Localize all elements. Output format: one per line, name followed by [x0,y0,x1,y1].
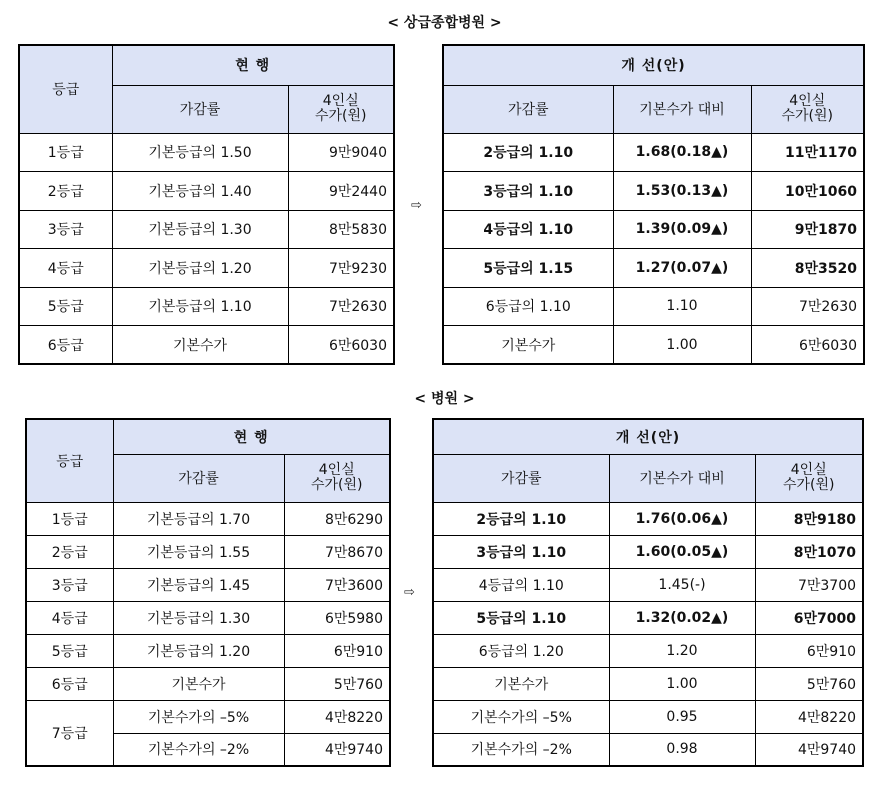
fee-cell: 6만6030 [288,326,394,365]
grade-cell: 7등급 [26,700,113,766]
ratio-cell: 1.00 [613,326,751,365]
rate-cell: 기본수가의 –5% [113,700,284,733]
rate-cell: 기본수가의 –2% [113,733,284,766]
fee-cell: 9만1870 [751,210,864,249]
grade-cell: 4등급 [26,601,113,634]
rate-cell: 기본등급의 1.50 [112,133,288,172]
improved-table [432,418,864,767]
fee-cell: 6만6030 [751,326,864,365]
fee-cell: 8만6290 [284,502,390,535]
fee-column-header: 4인실 수가(원) [288,85,394,133]
ratio-cell: 0.98 [609,733,755,766]
rate-cell: 기본등급의 1.20 [112,249,288,288]
table-row [19,133,394,172]
fee-cell: 4만8220 [755,700,863,733]
fee-cell: 5만760 [755,667,863,700]
rate-cell: 3등급의 1.10 [433,535,609,568]
rate-cell: 2등급의 1.10 [443,133,613,172]
current-table [18,44,395,365]
fee-cell: 7만3600 [284,568,390,601]
ratio-cell: 1.00 [609,667,755,700]
table-row [26,502,390,535]
current-group-header: 현 행 [112,45,394,85]
fee-cell: 8만5830 [288,210,394,249]
grade-cell: 3등급 [19,210,112,249]
grade-cell: 3등급 [26,568,113,601]
rate-cell: 4등급의 1.10 [433,568,609,601]
grade-cell: 5등급 [19,287,112,326]
fee-cell: 7만2630 [751,287,864,326]
ratio-cell: 1.53(0.13▲) [613,172,751,211]
table-row [433,667,863,700]
fee-cell: 8만3520 [751,249,864,288]
table-row [433,634,863,667]
improved-table [442,44,865,365]
rate-cell: 기본수가 [113,667,284,700]
grade-cell: 6등급 [19,326,112,365]
fee-cell: 4만8220 [284,700,390,733]
rate-cell: 4등급의 1.10 [443,210,613,249]
rate-cell: 기본등급의 1.10 [112,287,288,326]
grade-cell: 5등급 [26,634,113,667]
table-row [433,733,863,766]
grade-header: 등급 [19,45,112,133]
ratio-cell: 1.39(0.09▲) [613,210,751,249]
table-row [443,287,864,326]
rate-cell: 기본수가의 –5% [433,700,609,733]
rate-cell: 6등급의 1.20 [433,634,609,667]
rate-cell: 기본등급의 1.20 [113,634,284,667]
table-row [26,634,390,667]
rate-cell: 기본등급의 1.55 [113,535,284,568]
current-rows [26,502,390,766]
rate-cell: 2등급의 1.10 [433,502,609,535]
table-row [26,568,390,601]
rate-cell: 기본등급의 1.45 [113,568,284,601]
current-table [25,418,391,767]
rate-column-header: 가감률 [443,85,613,133]
rate-cell: 기본등급의 1.40 [112,172,288,211]
ratio-cell: 1.27(0.07▲) [613,249,751,288]
fee-cell: 8만9180 [755,502,863,535]
grade-cell: 2등급 [19,172,112,211]
rate-column-header: 가감률 [113,454,284,502]
section-title: < 병원 > [414,391,475,407]
table-row [433,535,863,568]
rate-cell: 기본수가 [443,326,613,365]
table-row [19,326,394,365]
rate-cell: 3등급의 1.10 [443,172,613,211]
table-row [443,210,864,249]
fee-cell: 6만7000 [755,601,863,634]
grade-cell: 1등급 [19,133,112,172]
rate-cell: 기본수가의 –2% [433,733,609,766]
table-row [26,535,390,568]
fee-column-header: 4인실 수가(원) [284,454,390,502]
table-row [433,700,863,733]
fee-cell: 7만2630 [288,287,394,326]
ratio-column-header: 기본수가 대비 [609,454,755,502]
table-row [26,700,390,733]
improved-rows [433,502,863,766]
fee-cell: 4만9740 [755,733,863,766]
grade-cell: 2등급 [26,535,113,568]
improved-group-header: 개 선(안) [443,45,864,85]
table-row [19,287,394,326]
arrow-right-icon: ⇨ [404,585,415,600]
grade-header: 등급 [26,419,113,502]
table-row [19,210,394,249]
fee-cell: 10만1060 [751,172,864,211]
ratio-cell: 1.45(-) [609,568,755,601]
arrow-right-icon: ⇨ [411,198,422,213]
fee-column-header: 4인실 수가(원) [755,454,863,502]
current-group-header: 현 행 [113,419,390,454]
ratio-cell: 1.76(0.06▲) [609,502,755,535]
section-title: < 상급종합병원 > [387,15,502,31]
ratio-column-header: 기본수가 대비 [613,85,751,133]
rate-cell: 기본등급의 1.30 [112,210,288,249]
rate-column-header: 가감률 [433,454,609,502]
rate-cell: 기본수가 [112,326,288,365]
table-row [443,172,864,211]
fee-cell: 9만9040 [288,133,394,172]
table-row [19,249,394,288]
grade-cell: 1등급 [26,502,113,535]
table-row [443,326,864,365]
ratio-cell: 1.20 [609,634,755,667]
fee-cell: 6만910 [284,634,390,667]
rate-cell: 6등급의 1.10 [443,287,613,326]
improved-rows [443,133,864,364]
rate-cell: 5등급의 1.15 [443,249,613,288]
table-row [433,568,863,601]
grade-cell: 4등급 [19,249,112,288]
table-row [19,172,394,211]
grade-cell: 6등급 [26,667,113,700]
fee-cell: 6만910 [755,634,863,667]
table-row [26,601,390,634]
fee-column-header: 4인실 수가(원) [751,85,864,133]
rate-column-header: 가감률 [112,85,288,133]
fee-cell: 7만3700 [755,568,863,601]
improved-group-header: 개 선(안) [433,419,863,454]
rate-cell: 기본등급의 1.70 [113,502,284,535]
fee-cell: 9만2440 [288,172,394,211]
table-row [433,601,863,634]
ratio-cell: 1.32(0.02▲) [609,601,755,634]
current-rows [19,133,394,364]
fee-cell: 8만1070 [755,535,863,568]
fee-cell: 7만9230 [288,249,394,288]
rate-cell: 5등급의 1.10 [433,601,609,634]
table-row [433,502,863,535]
ratio-cell: 1.10 [613,287,751,326]
rate-cell: 기본등급의 1.30 [113,601,284,634]
fee-cell: 5만760 [284,667,390,700]
table-row [26,667,390,700]
fee-cell: 4만9740 [284,733,390,766]
fee-cell: 6만5980 [284,601,390,634]
table-row [443,249,864,288]
ratio-cell: 0.95 [609,700,755,733]
fee-cell: 7만8670 [284,535,390,568]
rate-cell: 기본수가 [433,667,609,700]
fee-cell: 11만1170 [751,133,864,172]
table-row [443,133,864,172]
ratio-cell: 1.68(0.18▲) [613,133,751,172]
ratio-cell: 1.60(0.05▲) [609,535,755,568]
